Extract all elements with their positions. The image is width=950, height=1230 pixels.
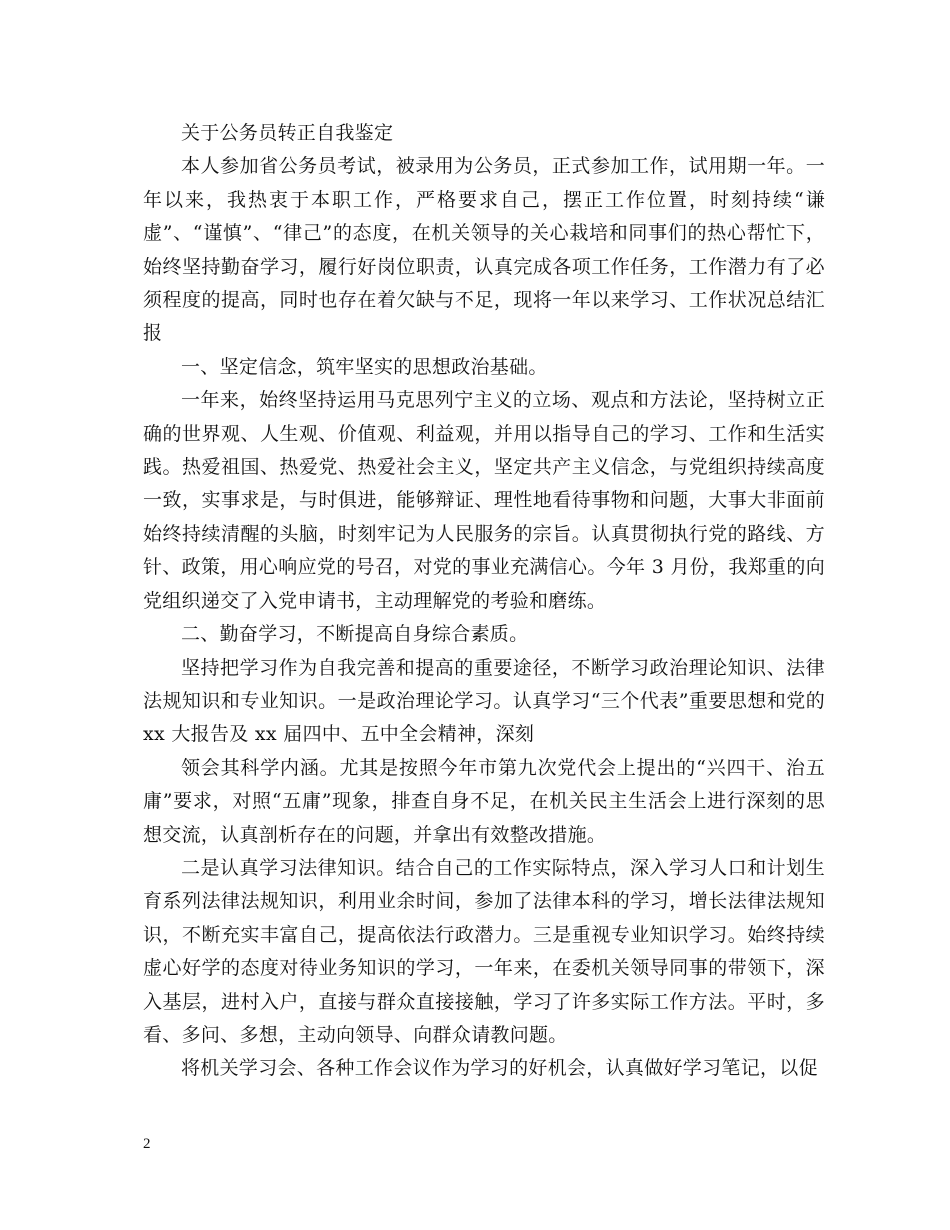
paragraph-political: 一年来，始终坚持运用马克思列宁主义的立场、观点和方法论，坚持树立正确的世界观、人生观、价值观、利益观，并用以指导自己的学习、工作和生活实践。热爱祖国、热爱党、热爱社会主义，坚定共产主义信念，与党组织持续高度一致，实事求是，与时俱进，能够辩证、理性地看待事物和问题，大事大非面前始终持续清醒的头脑，时刻牢记为人民服务的宗旨。认真贯彻执行党的路线、方针、政策，用心响应党的号召，对党的事业充满信心。今年 3 月份，我郑重的向党组织递交了入党申请书，主动理解党的考验和磨练。 [143, 389, 825, 612]
document-title: 关于公务员转正自我鉴定 [181, 122, 394, 144]
paragraph-study-theory: 坚持把学习作为自我完善和提高的重要途径，不断学习政治理论知识、法律法规知识和专业知识。一是政治理论学习。认真学习“三个代表”重要思想和党的 xx 大报告及 xx 届四中、五中全会精神，深刻 [143, 656, 825, 746]
paragraph-study-law: 二是认真学习法律知识。结合自己的工作实际特点，深入学习人口和计划生育系列法律法规知识，利用业余时间，参加了法律本科的学习，增长法律法规知识，不断充实丰富自己，提高依法行政潜力。三是重视专业知识学习。始终持续虚心好学的态度对待业务知识的学习，一年来，在委机关领导同事的带领下，深入基层，进村入户，直接与群众直接接触，学习了许多实际工作方法。平时，多看、多问、多想，主动向领导、向群众请教问题。 [143, 856, 825, 1046]
section-heading-2: 二、勤奋学习，不断提高自身综合素质。 [181, 623, 529, 646]
document-body [143, 117, 825, 1086]
page-number: 2 [143, 1136, 151, 1152]
section-heading-1: 一、坚定信念，筑牢坚实的思想政治基础。 [181, 355, 548, 378]
paragraph-intro: 本人参加省公务员考试，被录用为公务员，正式参加工作，试用期一年。一年以来，我热衷于本职工作，严格要求自己，摆正工作位置，时刻持续“谦虚”、“谨慎”、“律己”的态度，在机关领导的关心栽培和同事们的热心帮忙下，始终坚持勤奋学习，履行好岗位职责，认真完成各项工作任务，工作潜力有了必须程度的提高，同时也存在着欠缺与不足，现将一年以来学习、工作状况总结汇报 [143, 155, 825, 345]
paragraph-study-meetings: 将机关学习会、各种工作会议作为学习的好机会，认真做好学习笔记，以促 [181, 1057, 818, 1080]
paragraph-study-meaning: 领会其科学内涵。尤其是按照今年市第九次党代会上提出的“兴四干、治五庸”要求，对照“五庸”现象，排查自身不足，在机关民主生活会上进行深刻的思想交流，认真剖析存在的问题，并拿出有效整改措施。 [143, 756, 825, 846]
